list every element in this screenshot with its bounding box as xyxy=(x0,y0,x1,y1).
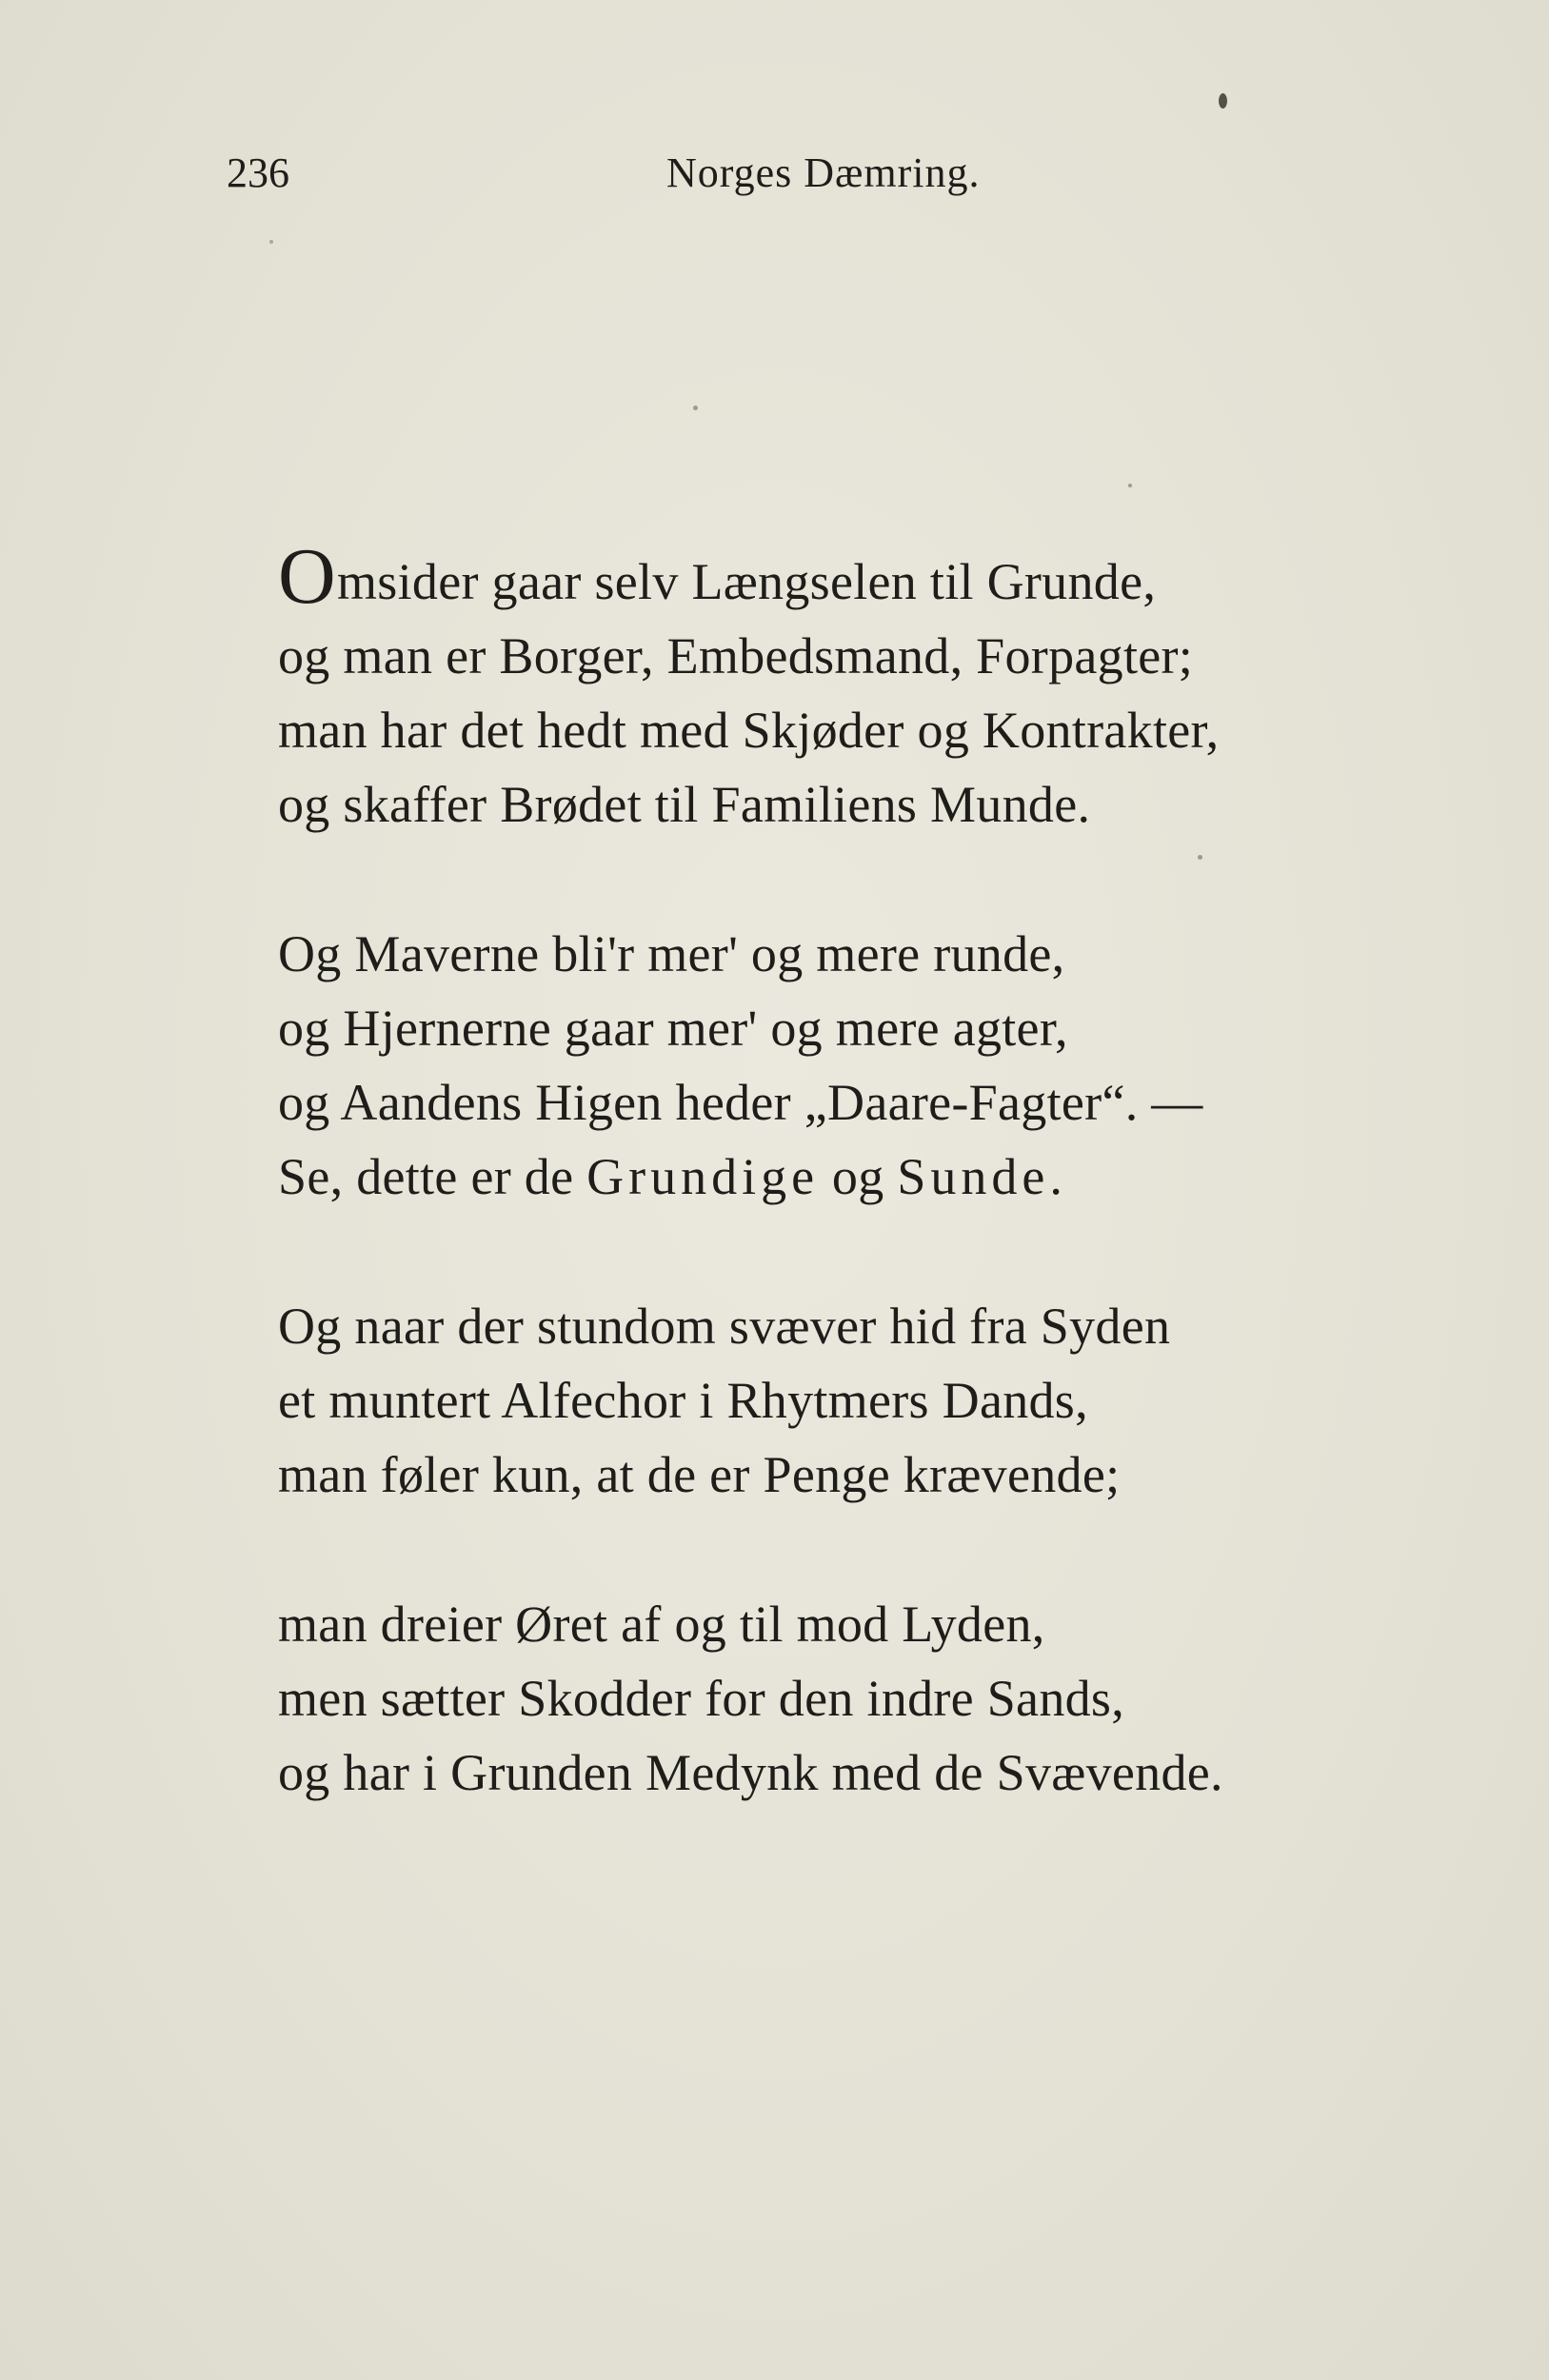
paper-speck xyxy=(1198,855,1202,860)
poem-line: man har det hedt med Skjøder og Kontrakter, xyxy=(278,702,1220,759)
emphasized-word: Grundige xyxy=(586,1148,820,1205)
poem-line: men sætter Skodder for den indre Sands, xyxy=(278,1670,1125,1727)
line-text: og xyxy=(819,1148,898,1205)
page-number: 236 xyxy=(227,149,289,196)
emphasized-word: Sunde xyxy=(897,1148,1050,1205)
line-text: Se, dette er de xyxy=(278,1148,587,1205)
paper-speck xyxy=(269,240,273,244)
poem-line: og har i Grunden Medynk med de Svævende. xyxy=(278,1744,1223,1801)
poem-line xyxy=(278,532,1420,621)
running-head xyxy=(227,145,1369,202)
poem-line: og Hjernerne gaar mer' og mere agter, xyxy=(278,1000,1068,1057)
poem-line: og Aandens Higen heder „Daare-Fagter“. — xyxy=(278,1074,1203,1131)
running-title: Norges Dæmring. xyxy=(666,149,981,196)
stanza-2 xyxy=(278,917,1420,1214)
line-text: msider gaar selv Længselen til Grunde, xyxy=(336,553,1157,610)
poem-line xyxy=(278,1140,1420,1214)
poem-line: Og Maverne bli'r mer' og mere runde, xyxy=(278,925,1065,982)
poem-line: et muntert Alfechor i Rhytmers Dands, xyxy=(278,1372,1088,1429)
stanza-1 xyxy=(278,532,1420,842)
stanza-3 xyxy=(278,1289,1420,1512)
paper-speck xyxy=(1219,93,1227,109)
poem-line: Og naar der stundom svæver hid fra Syden xyxy=(278,1298,1171,1355)
line-text: . xyxy=(1049,1148,1063,1205)
paper-speck xyxy=(1128,484,1132,487)
stanza-4 xyxy=(278,1587,1420,1810)
drop-cap: O xyxy=(278,532,336,621)
paper-speck xyxy=(693,406,698,410)
poem-line: og man er Borger, Embedsmand, Forpagter; xyxy=(278,627,1194,684)
poem-line: man dreier Øret af og til mod Lyden, xyxy=(278,1596,1045,1653)
poem-line: og skaffer Brødet til Familiens Munde. xyxy=(278,776,1091,833)
poem xyxy=(278,532,1420,1885)
poem-line: man føler kun, at de er Penge krævende; xyxy=(278,1446,1121,1503)
